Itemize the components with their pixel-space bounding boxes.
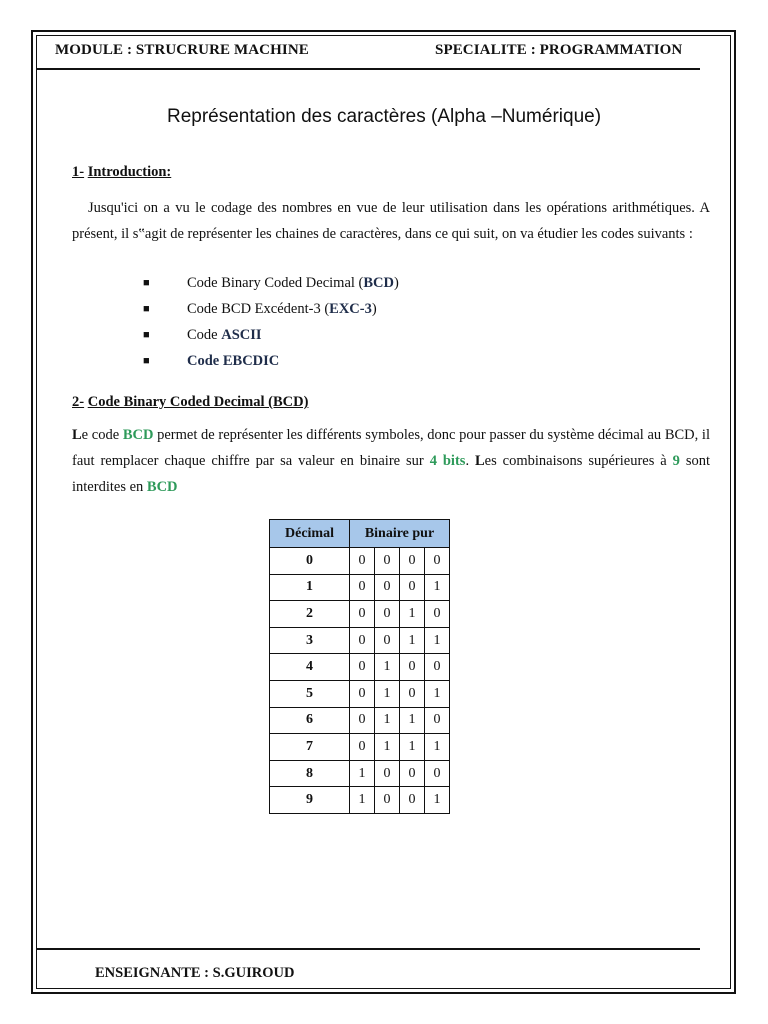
table-row xyxy=(270,760,450,787)
cell-bit: 0 xyxy=(375,548,400,575)
bullet-icon: ■ xyxy=(143,277,150,289)
section-2-number: 2- xyxy=(72,394,85,410)
cell-bit: 1 xyxy=(375,654,400,681)
table-row xyxy=(270,680,450,707)
cell-bit: 1 xyxy=(375,680,400,707)
cell-decimal: 9 xyxy=(270,787,350,814)
cell-bit: 0 xyxy=(350,601,375,628)
bullet-icon: ■ xyxy=(143,303,150,315)
list-item-text: Code xyxy=(187,327,222,343)
list-item-text: Code BCD Excédent-3 ( xyxy=(187,301,330,317)
header-specialite: SPECIALITE : PROGRAMMATION xyxy=(435,42,683,58)
section-1-number: 1- xyxy=(72,164,85,180)
cell-bit: 0 xyxy=(425,654,450,681)
cell-bit: 0 xyxy=(375,787,400,814)
cell-bit: 1 xyxy=(400,707,425,734)
table-row xyxy=(270,548,450,575)
section-1-heading xyxy=(72,164,171,181)
list-item-bold: BCD xyxy=(363,275,394,291)
cell-decimal: 8 xyxy=(270,760,350,787)
cell-decimal: 2 xyxy=(270,601,350,628)
cell-bit: 0 xyxy=(400,680,425,707)
table-row xyxy=(270,734,450,761)
header-binary: Binaire pur xyxy=(350,520,450,548)
table-row xyxy=(270,654,450,681)
cell-bit: 0 xyxy=(375,574,400,601)
cell-bit: 0 xyxy=(400,654,425,681)
drop-letter: L xyxy=(72,427,82,443)
cell-bit: 0 xyxy=(400,574,425,601)
cell-bit: 0 xyxy=(400,760,425,787)
text-run: . xyxy=(465,453,475,469)
list-item-bold: ASCII xyxy=(221,327,262,343)
bcd-paragraph xyxy=(72,422,710,500)
list-item xyxy=(143,296,399,322)
cell-bit: 1 xyxy=(425,787,450,814)
highlight-4-bits: 4 bits xyxy=(429,453,466,469)
cell-decimal: 1 xyxy=(270,574,350,601)
cell-bit: 0 xyxy=(425,548,450,575)
footer-divider xyxy=(36,948,700,950)
bullet-icon: ■ xyxy=(143,355,150,367)
cell-decimal: 3 xyxy=(270,627,350,654)
table-row xyxy=(270,601,450,628)
cell-bit: 1 xyxy=(350,760,375,787)
cell-bit: 1 xyxy=(425,627,450,654)
bcd-table xyxy=(269,519,450,814)
cell-bit: 0 xyxy=(350,734,375,761)
cell-bit: 0 xyxy=(350,680,375,707)
cell-decimal: 5 xyxy=(270,680,350,707)
cell-bit: 0 xyxy=(350,654,375,681)
cell-bit: 1 xyxy=(425,680,450,707)
cell-bit: 1 xyxy=(400,601,425,628)
highlight-bcd: BCD xyxy=(146,479,178,495)
intro-paragraph: Jusqu'ici on a vu le codage des nombres en vue de leur utilisation dans les opérations arithmétiques. A présent, il s‟agit de représenter les chaines de caractères, dans ce qui suit, on va étudier les codes suivants : xyxy=(72,200,710,242)
cell-bit: 1 xyxy=(425,574,450,601)
cell-bit: 0 xyxy=(425,707,450,734)
code-list xyxy=(143,270,399,374)
header-decimal: Décimal xyxy=(270,520,350,548)
table-row xyxy=(270,627,450,654)
highlight-9: 9 xyxy=(672,453,680,469)
header-module: MODULE : STRUCRURE MACHINE xyxy=(55,42,309,58)
cell-bit: 1 xyxy=(350,787,375,814)
cell-bit: 1 xyxy=(425,734,450,761)
list-item-text: Code Binary Coded Decimal ( xyxy=(187,275,364,291)
text-run: es combinaisons supérieures à xyxy=(484,453,673,469)
cell-decimal: 7 xyxy=(270,734,350,761)
bullet-icon: ■ xyxy=(143,329,150,341)
cell-bit: 0 xyxy=(350,548,375,575)
cell-bit: 0 xyxy=(350,574,375,601)
table-body xyxy=(270,548,450,814)
list-item-suffix: ) xyxy=(371,301,377,317)
list-item xyxy=(143,322,399,348)
list-item-bold: Code EBCDIC xyxy=(187,353,280,369)
cell-decimal: 6 xyxy=(270,707,350,734)
cell-bit: 1 xyxy=(400,734,425,761)
table-row xyxy=(270,707,450,734)
cell-decimal: 0 xyxy=(270,548,350,575)
table-header-row xyxy=(270,520,450,548)
cell-bit: 1 xyxy=(400,627,425,654)
footer-teacher: ENSEIGNANTE : S.GUIROUD xyxy=(95,965,295,981)
cell-bit: 0 xyxy=(375,601,400,628)
section-1-title: Introduction: xyxy=(87,164,172,180)
section-2-title: Code Binary Coded Decimal (BCD) xyxy=(87,394,309,410)
cell-bit: 0 xyxy=(400,787,425,814)
cell-bit: 0 xyxy=(400,548,425,575)
table-row xyxy=(270,787,450,814)
list-item xyxy=(143,270,399,296)
drop-letter: L xyxy=(475,453,485,469)
cell-bit: 0 xyxy=(350,627,375,654)
text-run: e code xyxy=(81,427,123,443)
cell-bit: 0 xyxy=(425,601,450,628)
document-title: Représentation des caractères (Alpha –Numérique) xyxy=(166,106,602,127)
section-2-heading xyxy=(72,394,308,411)
highlight-bcd: BCD xyxy=(122,427,154,443)
text-run: permet de représenter les différents symboles, donc pour passer du système décimal au BCD, il faut remplacer chaque chiffre par sa valeur en binaire sur xyxy=(72,427,710,469)
list-item-bold: EXC-3 xyxy=(329,301,372,317)
cell-bit: 1 xyxy=(375,734,400,761)
cell-bit: 0 xyxy=(375,627,400,654)
list-item xyxy=(143,348,399,374)
text-run: sont interdites en xyxy=(72,453,711,495)
cell-bit: 0 xyxy=(425,760,450,787)
cell-bit: 1 xyxy=(375,707,400,734)
header-divider xyxy=(36,68,700,70)
cell-bit: 0 xyxy=(375,760,400,787)
cell-decimal: 4 xyxy=(270,654,350,681)
list-item-suffix: ) xyxy=(394,275,399,291)
table-row xyxy=(270,574,450,601)
cell-bit: 0 xyxy=(350,707,375,734)
